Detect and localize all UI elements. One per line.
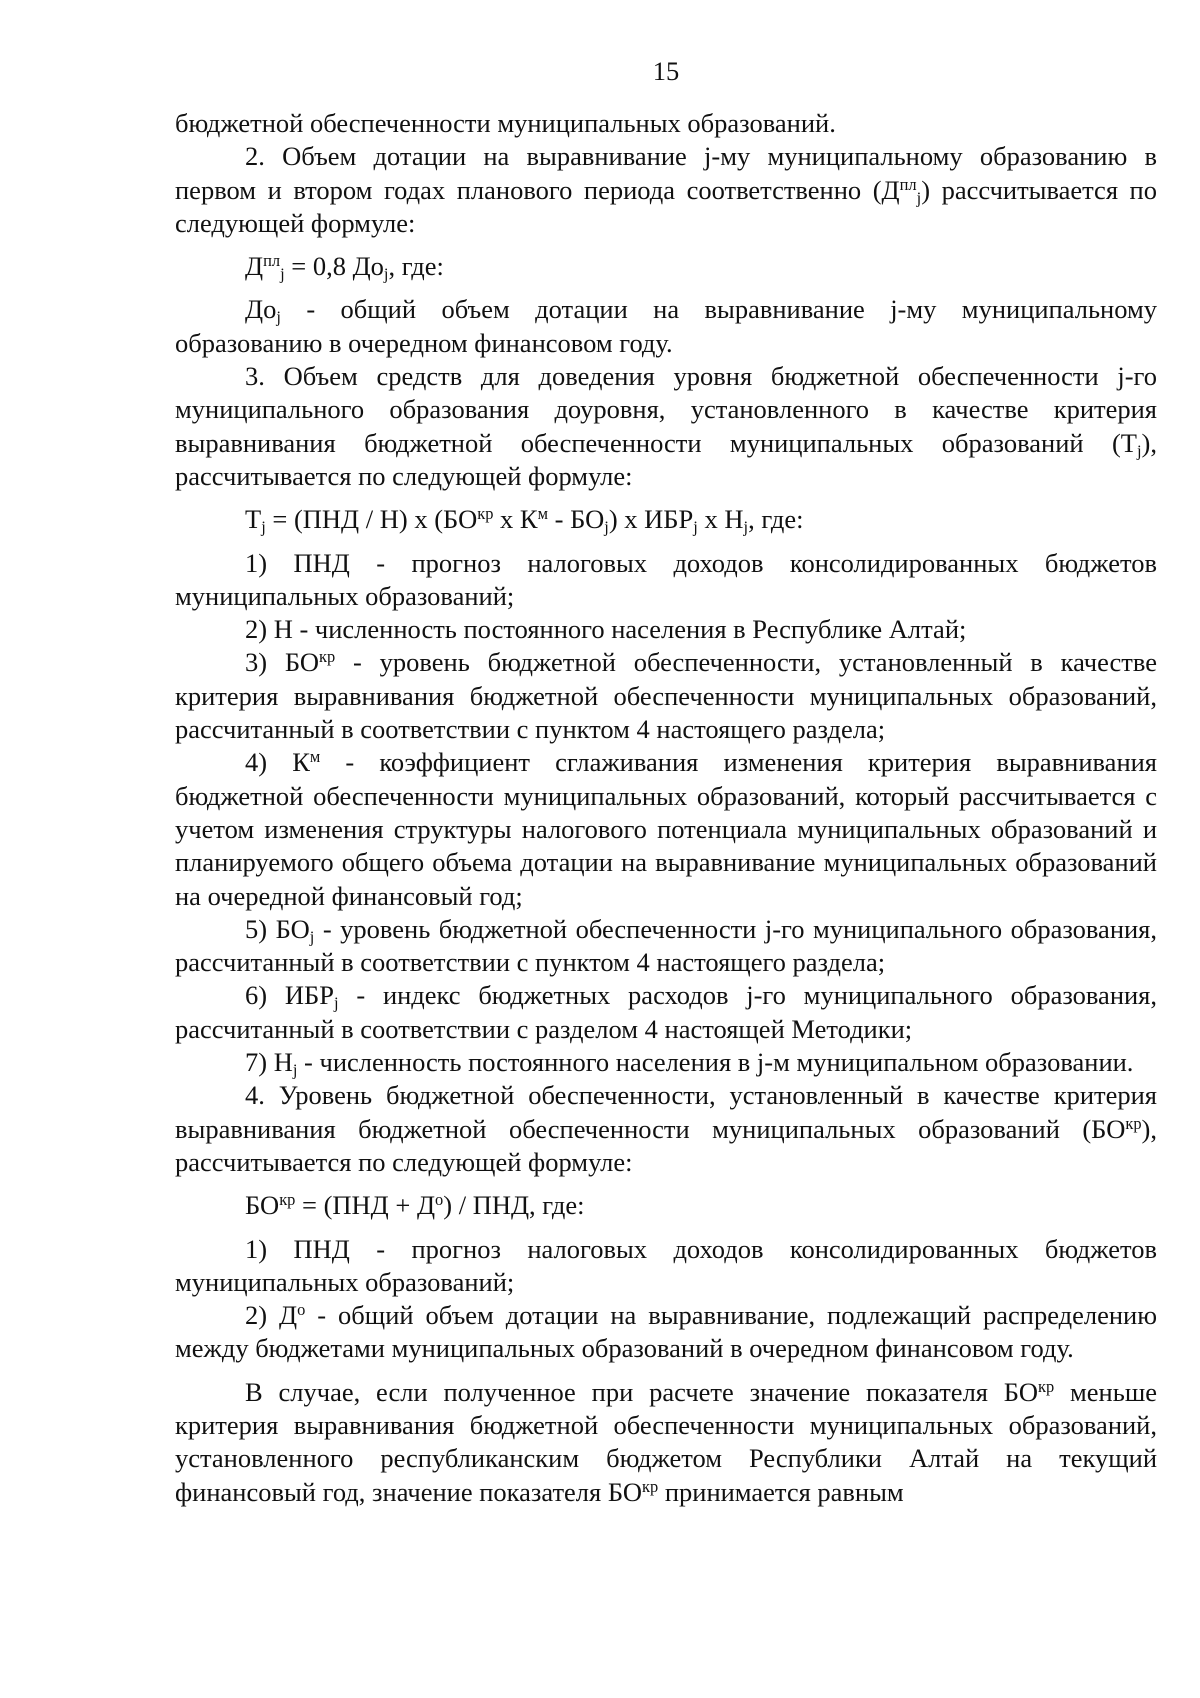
- paragraph-text: ), рассчитывается по следующей формуле:: [175, 1113, 1157, 1177]
- superscript: кр: [1037, 1376, 1055, 1396]
- list-item-text: - коэффициент сглаживания изменения критерия выравнивания бюджетной обеспеченности муниципальных образований, который рассчитывается с учетом изменения структуры налогового потенциала муниципальных образований и планируемого общего объема дотации на выравнивание муниципальных образований на очередной финансовый год;: [175, 747, 1157, 911]
- paragraph-text: В случае, если полученное при расчете значение показателя БО: [245, 1376, 1038, 1407]
- list-item-text: 2) Н - численность постоянного населения в Республике Алтай;: [245, 614, 967, 645]
- superscript: о: [297, 1300, 306, 1320]
- paragraph-5: [175, 1376, 1157, 1509]
- list-item-text: 2) Д: [245, 1300, 298, 1331]
- superscript: кр: [279, 1190, 296, 1210]
- list-item-2: [175, 613, 1157, 646]
- list-item-text: - уровень бюджетной обеспеченности, установленный в качестве критерия выравнивания бюджетной обеспеченности муниципальных образований, рассчитанный в соответствии с пунктом 4 настоящего раздела;: [175, 647, 1157, 745]
- page-number: 15: [652, 56, 680, 86]
- formula-text: ) х ИБР: [608, 504, 694, 535]
- formula-text: х К: [493, 504, 538, 535]
- subscript: j: [1136, 441, 1142, 461]
- paragraph-text: 2. Объем дотации на выравнивание j-му муниципальному образованию в первом и втором годах планового периода соответственно (Д: [175, 141, 1157, 205]
- subscript: j: [292, 1060, 298, 1080]
- list-item-1b: [175, 1233, 1157, 1300]
- list-item-text: - уровень бюджетной обеспеченности j-го муниципального образования, рассчитанный в соответствии с пунктом 4 настоящего раздела;: [175, 913, 1157, 978]
- list-item-text: 6) ИБР: [245, 980, 334, 1011]
- paragraph-text: бюджетной обеспеченности муниципальных образований.: [175, 108, 836, 138]
- formula-text: БО: [245, 1190, 280, 1221]
- list-item-3: [175, 646, 1157, 746]
- superscript: кр: [1125, 1113, 1142, 1133]
- subscript: j: [916, 188, 922, 208]
- paragraph-text: ), рассчитывается по следующей формуле:: [175, 427, 1157, 491]
- formula-text: Д: [245, 251, 264, 282]
- paragraph-4: [175, 1079, 1157, 1179]
- superscript: м: [309, 747, 321, 767]
- superscript: м: [537, 504, 549, 524]
- subscript: j: [276, 308, 281, 328]
- formula-text: = (ПНД / Н) х (БО: [265, 504, 478, 535]
- formula-text: T: [245, 504, 262, 535]
- paragraph-text: 4. Уровень бюджетной обеспеченности, установленный в качестве критерия выравнивания бюджетной обеспеченности муниципальных образований (БО: [175, 1080, 1157, 1144]
- superscript: пл: [263, 251, 281, 271]
- list-item-1: [175, 547, 1157, 614]
- paragraph-text: меньше критерия выравнивания бюджетной обеспеченности муниципальных образований, установленного республиканским бюджетом Республики Алтай на текущий финансовый год, значение показателя БО: [175, 1376, 1157, 1507]
- symbol-d-pl-j: [899, 174, 931, 208]
- list-item-2b: [175, 1299, 1157, 1366]
- list-item-text: 4) К: [245, 747, 310, 778]
- formula-2: [175, 503, 1157, 536]
- formula-text: , где:: [748, 504, 804, 535]
- paragraph-3: [175, 360, 1157, 493]
- formula-text: - БО: [548, 504, 605, 535]
- list-item-text: 5) БО: [245, 913, 310, 944]
- subscript: j: [743, 517, 749, 537]
- superscript: кр: [319, 647, 336, 667]
- subscript: j: [261, 517, 266, 537]
- list-item-text: 1) ПНД - прогноз налоговых доходов консолидированных бюджетов муниципальных образований;: [175, 547, 1157, 611]
- subscript: j: [693, 517, 698, 537]
- paragraph-text: ): [921, 174, 931, 205]
- list-item-text: - общий объем дотации на выравнивание, подлежащий распределению между бюджетами муниципальных образований в очередном финансовом году.: [175, 1300, 1157, 1364]
- list-item-6: [175, 979, 1157, 1046]
- formula-3: [175, 1189, 1157, 1222]
- superscript: пл: [899, 174, 917, 194]
- formula-text: = (ПНД + Д: [295, 1190, 436, 1221]
- paragraph-text: 3. Объем средств для доведения уровня бюджетной обеспеченности j-го муниципального образования доуровня, установленного в качестве критерия выравнивания бюджетной обеспеченности муниципальных образований (T: [175, 361, 1157, 458]
- document-page: [175, 55, 1157, 1509]
- paragraph-text: - общий объем дотации на выравнивание j-му муниципальному образованию в очередном финансовом году.: [175, 294, 1157, 358]
- paragraph-text: До: [245, 294, 277, 325]
- list-item-5: [175, 913, 1157, 980]
- paragraph-text: принимается равным: [658, 1476, 904, 1507]
- paragraph-do-j: [175, 293, 1157, 360]
- subscript: j: [383, 264, 389, 284]
- superscript: кр: [477, 504, 494, 524]
- formula-1: [175, 250, 1157, 283]
- list-item-7: [175, 1046, 1157, 1079]
- list-item-text: 7) Н: [245, 1047, 293, 1078]
- paragraph-text: рассчитывается по следующей формуле:: [175, 174, 1157, 238]
- subscript: j: [604, 517, 609, 537]
- list-item-text: 1) ПНД - прогноз налоговых доходов консолидированных бюджетов муниципальных образований;: [175, 1233, 1157, 1297]
- formula-text: х Н: [697, 504, 744, 535]
- list-item-text: - численность постоянного населения в j-м муниципальном образовании.: [297, 1047, 1134, 1078]
- paragraph-continuation: [175, 107, 1157, 140]
- list-item-text: - индекс бюджетных расходов j-го муниципального образования, рассчитанный в соответствии с разделом 4 настоящей Методики;: [175, 980, 1157, 1044]
- subscript: j: [280, 264, 285, 284]
- list-item-4: [175, 746, 1157, 912]
- superscript: о: [435, 1190, 444, 1210]
- subscript: j: [309, 927, 315, 947]
- paragraph-2: [175, 140, 1157, 240]
- list-item-text: 3) БО: [245, 647, 320, 678]
- formula-text: ) / ПНД, где:: [443, 1190, 585, 1221]
- superscript: кр: [642, 1476, 659, 1496]
- formula-text: = 0,8 До: [284, 251, 384, 282]
- subscript: j: [333, 994, 339, 1014]
- formula-text: , где:: [388, 251, 444, 282]
